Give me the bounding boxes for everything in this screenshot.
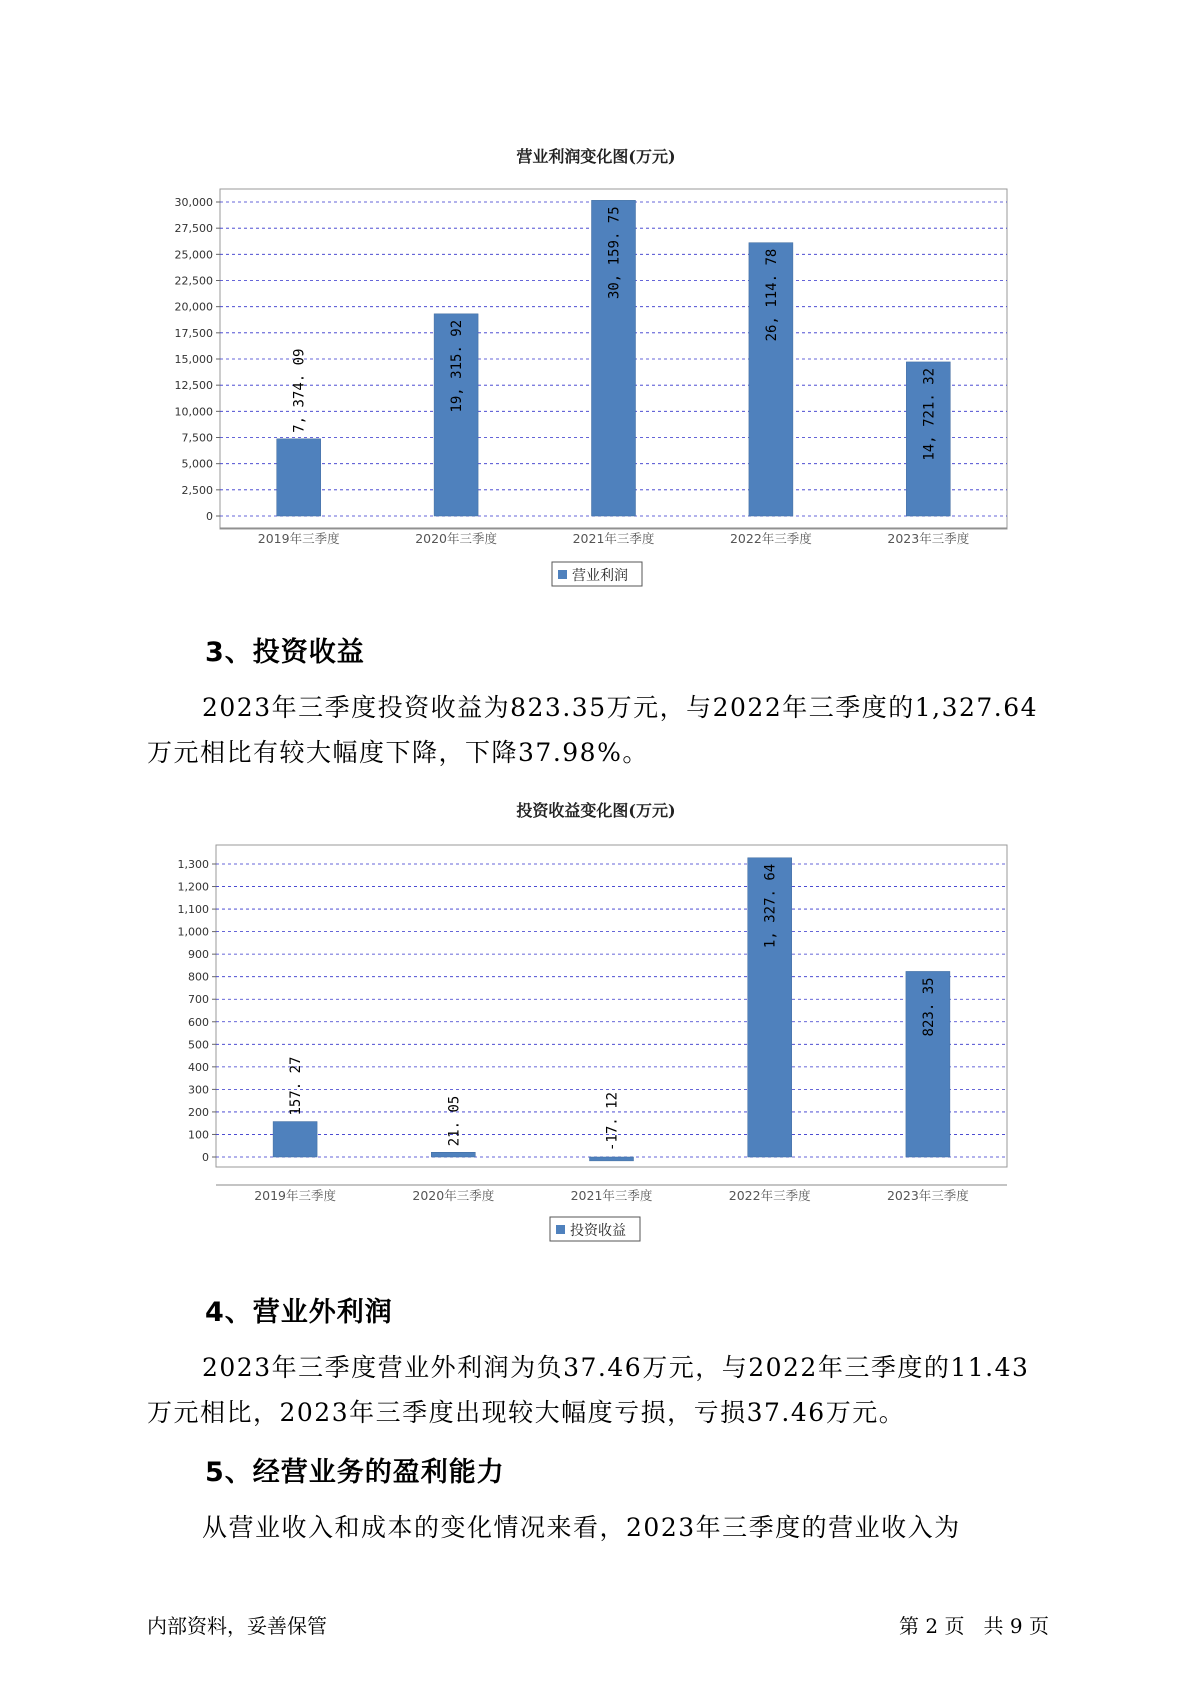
bar-value-label: 823. 35	[920, 977, 937, 1037]
y-tick-label: 100	[188, 1128, 209, 1142]
y-tick-label: 800	[188, 970, 209, 984]
x-category-label: 2019年三季度	[257, 531, 340, 546]
x-category-label: 2020年三季度	[412, 1188, 495, 1203]
legend-swatch	[558, 570, 567, 579]
legend-label: 营业利润	[572, 568, 628, 584]
bar-2021年三季度	[590, 1157, 634, 1161]
bar-value-label: 19, 315. 92	[449, 319, 466, 413]
section-5-text: 从营业收入和成本的变化情况来看，2023年三季度的营业收入为	[202, 1513, 961, 1542]
bar-value-label: 7, 374. 09	[291, 348, 308, 433]
x-category-label: 2023年三季度	[886, 1188, 969, 1203]
y-tick-label: 0	[202, 1151, 209, 1164]
operating-profit-chart	[0, 0, 1191, 600]
bar-value-label: 21. 05	[446, 1095, 463, 1147]
section-3-heading: 3、投资收益	[205, 637, 365, 668]
y-tick-label: 15,000	[174, 353, 213, 366]
y-tick-label: 30,000	[174, 196, 213, 209]
bar-2019年三季度	[273, 1122, 317, 1157]
legend-swatch	[556, 1225, 565, 1234]
bar-value-label: 26, 114. 78	[763, 248, 780, 342]
y-tick-label: 300	[188, 1083, 209, 1097]
section-4-heading: 4、营业外利润	[205, 1297, 393, 1328]
chart-title: 投资收益变化图(万元)	[516, 801, 676, 820]
investment-income-chart	[0, 790, 1191, 1250]
y-tick-label: 500	[188, 1038, 209, 1052]
y-tick-label: 2,500	[181, 483, 213, 497]
section-5-heading: 5、经营业务的盈利能力	[205, 1457, 505, 1488]
legend-label: 投资收益	[570, 1223, 626, 1239]
section-4-text: 2023年三季度营业外利润为负37.46万元，与2022年三季度的11.43万元相比，2023年三季度出现较大幅度亏损，亏损37.46万元。	[147, 1353, 1030, 1427]
y-tick-label: 5,000	[181, 457, 213, 471]
y-tick-label: 20,000	[174, 300, 213, 314]
x-category-label: 2022年三季度	[728, 1188, 811, 1203]
bar-2020年三季度	[431, 1152, 475, 1157]
y-tick-label: 1,100	[177, 903, 209, 917]
y-tick-label: 1,200	[177, 880, 209, 894]
y-tick-label: 1,300	[177, 858, 209, 871]
footer-page-number: 第 2 页 共 9 页	[899, 1614, 1049, 1638]
bar-value-label: -17. 12	[604, 1091, 621, 1151]
y-tick-label: 0	[206, 510, 213, 523]
x-category-label: 2021年三季度	[570, 1188, 653, 1203]
bar-value-label: 30, 159. 75	[606, 206, 623, 300]
y-tick-label: 700	[188, 993, 209, 1007]
footer-confidential: 内部资料，妥善保管	[147, 1614, 327, 1638]
y-tick-label: 10,000	[174, 405, 213, 419]
x-category-label: 2021年三季度	[572, 531, 655, 546]
y-tick-label: 200	[188, 1105, 209, 1119]
y-tick-label: 17,500	[174, 326, 213, 340]
y-tick-label: 1,000	[177, 925, 209, 939]
y-tick-label: 12,500	[174, 379, 213, 393]
y-tick-label: 27,500	[174, 222, 213, 236]
y-tick-label: 900	[188, 948, 209, 962]
section-3-text: 2023年三季度投资收益为823.35万元，与2022年三季度的1,327.64万元相比有较大幅度下降，下降37.98%。	[147, 693, 1039, 767]
y-tick-label: 7,500	[181, 431, 213, 445]
bar-value-label: 14, 721. 32	[921, 367, 938, 461]
x-category-label: 2019年三季度	[254, 1188, 337, 1203]
chart-title: 营业利润变化图(万元)	[516, 147, 676, 166]
bar-value-label: 1, 327. 64	[762, 863, 779, 949]
y-tick-label: 400	[188, 1060, 209, 1074]
bar-2019年三季度	[277, 439, 321, 516]
x-category-label: 2023年三季度	[887, 531, 970, 546]
x-category-label: 2020年三季度	[415, 531, 498, 546]
y-tick-label: 22,500	[174, 274, 213, 288]
y-tick-label: 25,000	[174, 248, 213, 262]
y-tick-label: 600	[188, 1015, 209, 1029]
x-category-label: 2022年三季度	[729, 531, 812, 546]
bar-value-label: 157. 27	[288, 1056, 305, 1116]
